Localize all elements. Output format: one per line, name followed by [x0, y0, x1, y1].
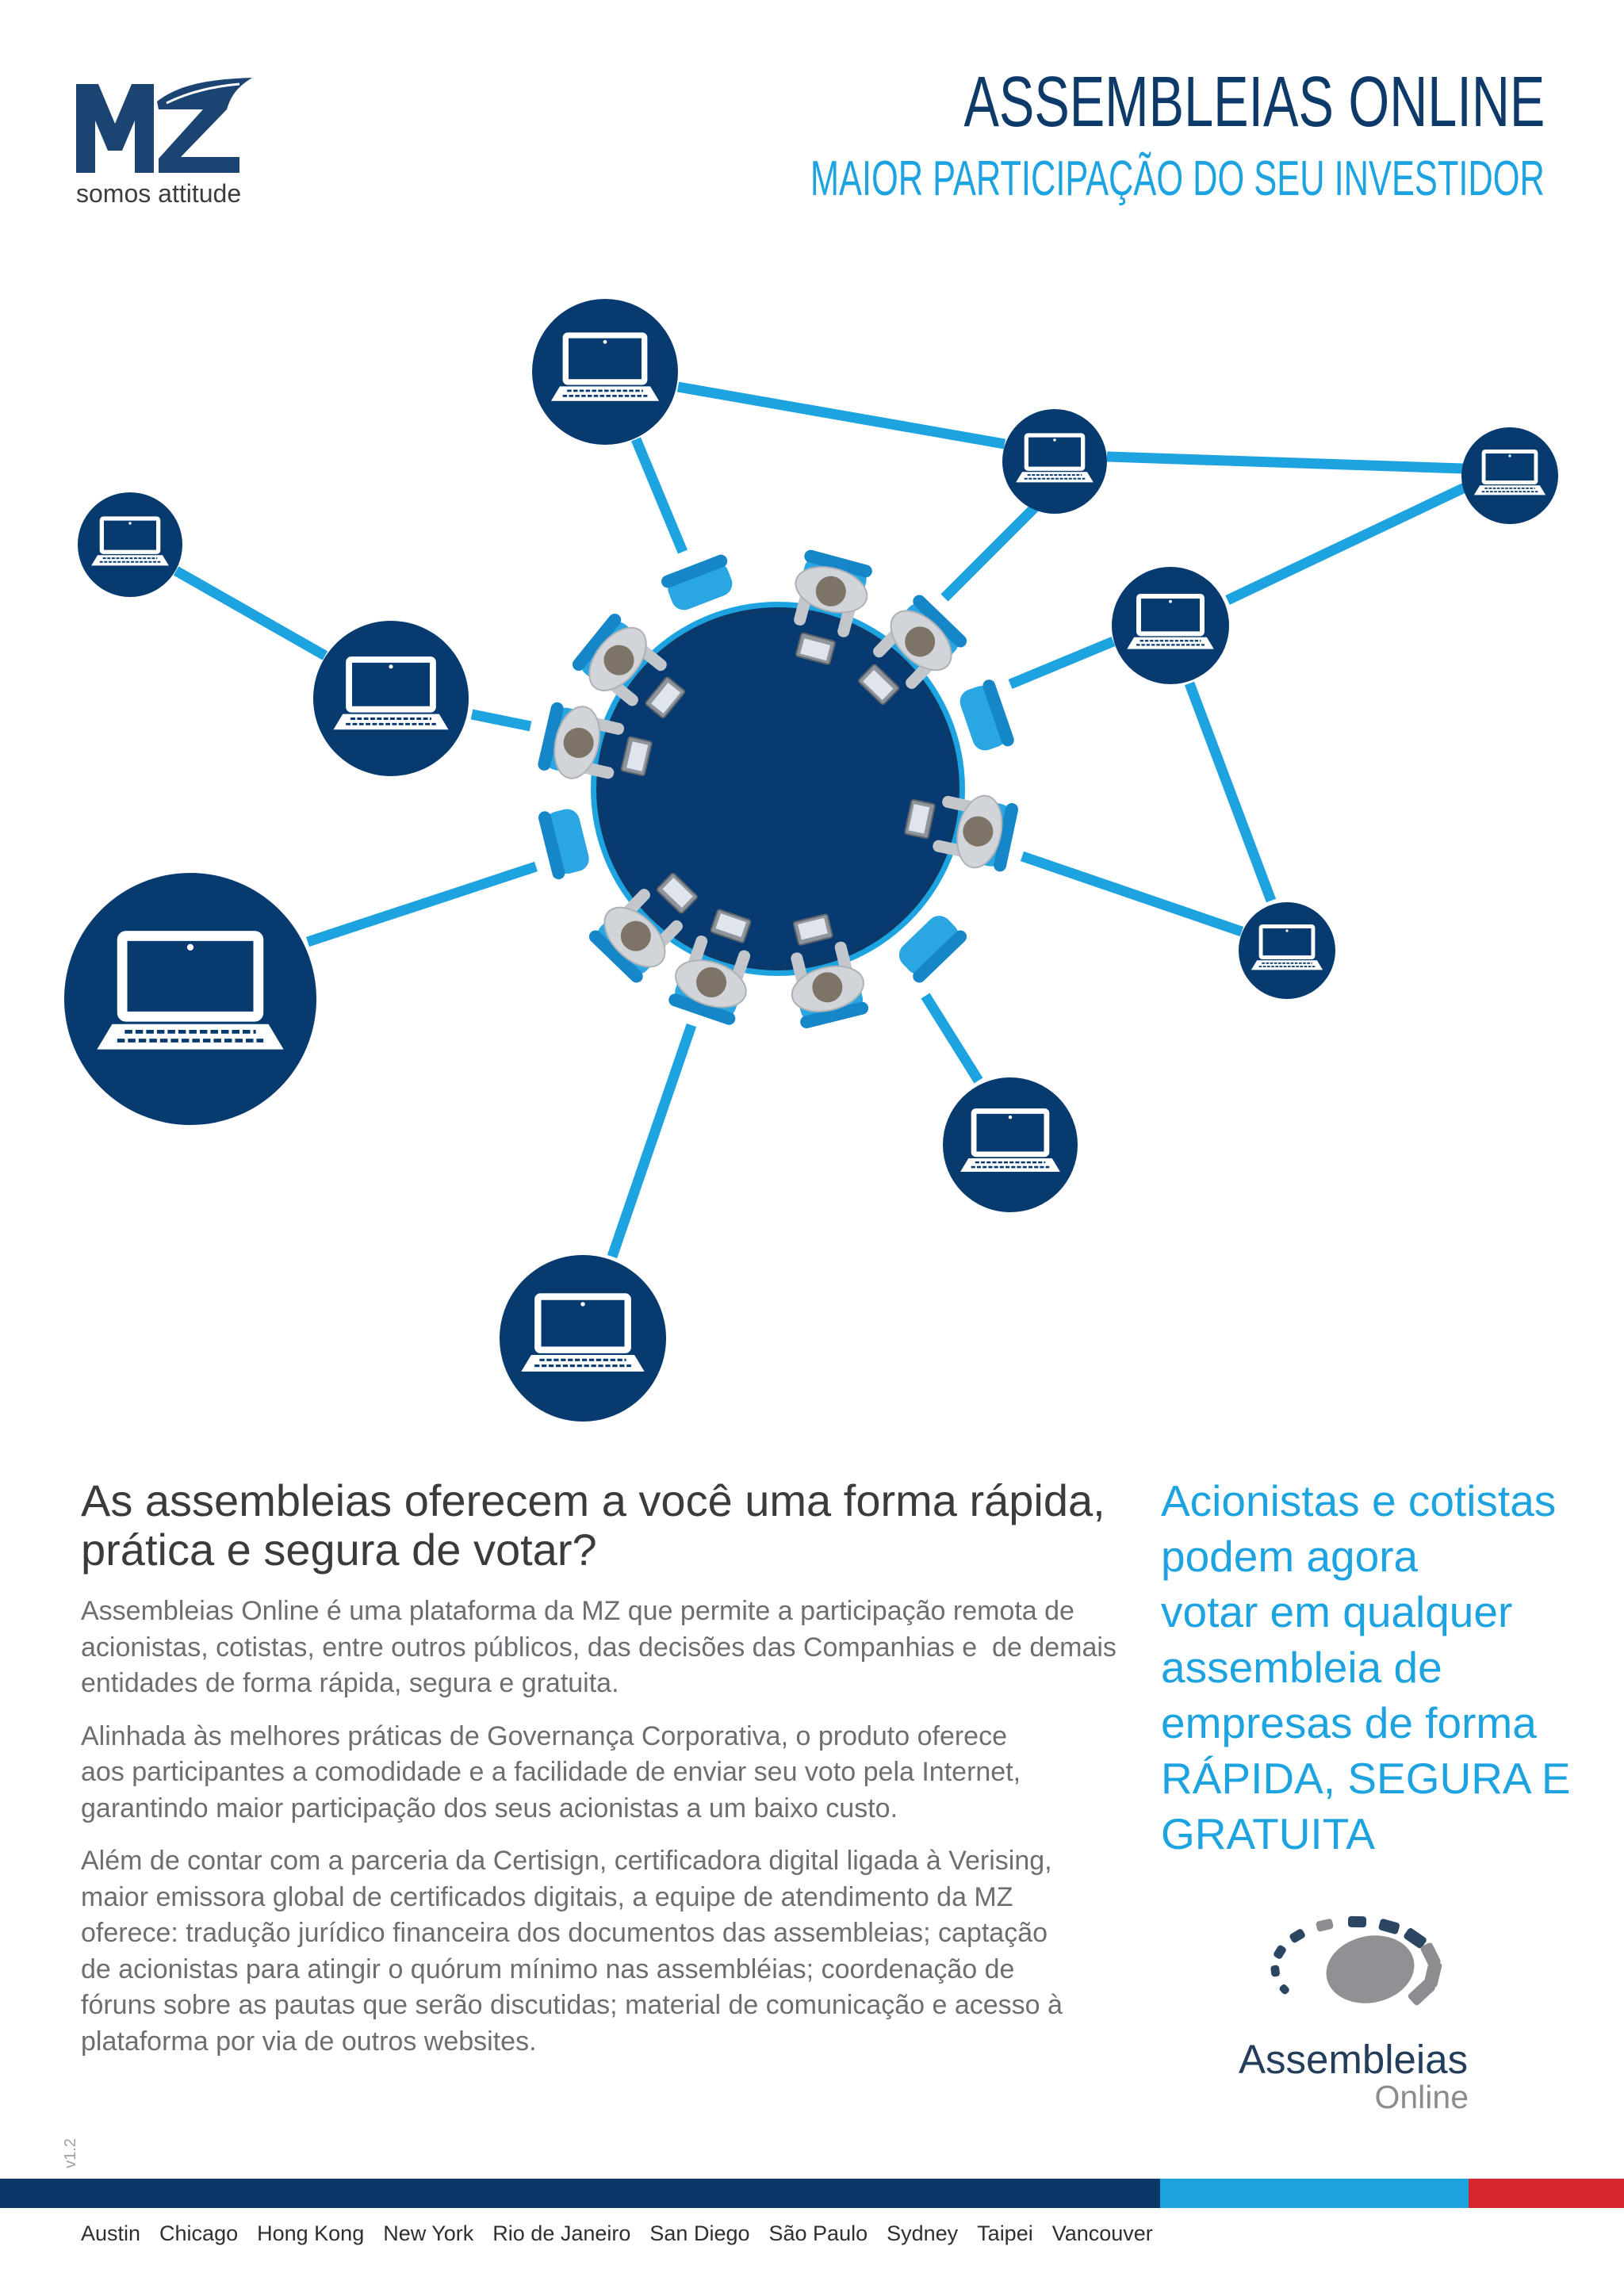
paragraph-line: maior emissora global de certificados digitais, a equipe de atendimento da MZ: [81, 1881, 1013, 1912]
laptop-base: [1016, 472, 1094, 482]
chair: [660, 553, 739, 614]
node-circle: [532, 299, 678, 445]
paragraph-line: fóruns sobre as pautas que serão discutidas; material de comunicação e acesso à: [81, 1990, 1063, 2020]
laptop-node: [500, 1255, 666, 1422]
version-label: v1.2: [61, 2138, 79, 2168]
paragraph-line: aos participantes a comodidade e a facilidade de enviar seu voto pela Internet,: [81, 1757, 1021, 1787]
callout-line: Acionistas e cotistas: [1161, 1476, 1557, 1525]
city-name: Sydney: [887, 2221, 959, 2245]
laptop-camera: [1169, 600, 1172, 603]
heading-line: prática e segura de votar?: [81, 1525, 597, 1575]
paragraph-line: entidades de forma rápida, segura e gratuita.: [81, 1668, 619, 1698]
callout-line: GRATUITA: [1161, 1809, 1375, 1858]
node-circle: [78, 492, 182, 597]
node-circle: [64, 873, 316, 1125]
article-body: [81, 1594, 1116, 2076]
laptop-node: [1461, 427, 1558, 524]
office-cities-list: [81, 2222, 1153, 2244]
connection-line: [944, 507, 1036, 598]
node-circle: [943, 1077, 1078, 1212]
city-name: São Paulo: [768, 2221, 868, 2245]
laptop-base: [91, 555, 169, 565]
callout-line: podem agora: [1161, 1532, 1419, 1581]
article-heading: [81, 1476, 1105, 1575]
connection-line: [1022, 856, 1242, 932]
city-name: New York: [383, 2221, 474, 2245]
laptop-camera: [1009, 1115, 1012, 1119]
footer-bar-navy: [0, 2179, 1160, 2208]
laptop-base: [1474, 485, 1545, 495]
laptop-camera: [128, 522, 131, 524]
laptop-camera: [187, 944, 193, 951]
logo-dash: [1278, 1983, 1290, 1996]
callout-line: votar em qualquer: [1161, 1587, 1513, 1636]
callout-text: [1161, 1473, 1571, 1862]
connection-line: [308, 867, 536, 942]
logo-center-blob: [1320, 1927, 1420, 2011]
callout-line: assembleia de: [1161, 1643, 1442, 1692]
node-circle: [313, 621, 469, 776]
node-circle: [500, 1255, 666, 1422]
laptop-base: [521, 1355, 644, 1372]
paragraph-line: de acionistas para atingir o quórum mínimo nas assembléias; coordenação de: [81, 1954, 1015, 1984]
laptop-node: [1002, 409, 1107, 514]
logo-dash: [1270, 1965, 1280, 1976]
node-circle: [1002, 409, 1107, 514]
heading-line: As assembleias oferecem a você uma forma rápida,: [81, 1475, 1105, 1525]
connection-line: [1228, 488, 1465, 600]
product-logo-suffix: Online: [1374, 2079, 1469, 2115]
connection-line: [636, 439, 683, 552]
connection-line: [925, 996, 979, 1081]
laptop-node: [943, 1077, 1078, 1212]
logo-dash: [1289, 1928, 1306, 1944]
laptop-camera: [1053, 438, 1055, 441]
product-logo-name: Assembleias: [1239, 2037, 1469, 2082]
body-paragraph: [81, 1843, 1116, 2060]
laptop-node: [64, 873, 316, 1125]
paragraph-line: Alinhada às melhores práticas de Governança Corporativa, o produto oferece: [81, 1720, 1008, 1751]
node-circle: [1461, 427, 1558, 524]
callout-line: RÁPIDA, SEGURA E: [1161, 1754, 1571, 1803]
connection-line: [612, 1025, 691, 1257]
laptop-node: [1239, 902, 1335, 999]
footer-bar-red: [1469, 2179, 1624, 2208]
paragraph-line: Assembleias Online é uma plataforma da MZ que permite a participação remota de: [81, 1596, 1074, 1626]
logo-dash: [1378, 1918, 1400, 1934]
laptop-base: [1251, 960, 1323, 970]
city-name: San Diego: [649, 2221, 750, 2245]
city-name: Chicago: [159, 2221, 239, 2245]
laptop-base: [551, 386, 659, 400]
laptop-node: [78, 492, 182, 597]
connection-line: [1189, 683, 1271, 901]
laptop-node: [532, 299, 678, 445]
laptop-camera: [1508, 454, 1511, 457]
laptop-camera: [580, 1302, 584, 1306]
laptop-node: [313, 621, 469, 776]
meeting-table-icon: [537, 549, 1020, 1030]
laptop-camera: [389, 664, 393, 668]
callout-line: empresas de forma: [1161, 1698, 1537, 1747]
paragraph-line: oferece: tradução jurídico financeira dos documentos das assembleias; captação: [81, 1918, 1048, 1948]
node-circle: [1239, 902, 1335, 999]
logo-dash: [1348, 1916, 1366, 1927]
city-name: Taipei: [977, 2221, 1033, 2245]
body-paragraph: [81, 1719, 1116, 1827]
body-paragraph: [81, 1594, 1116, 1702]
laptop-camera: [603, 340, 607, 344]
paragraph-line: Além de contar com a parceria da Certisign, certificadora digital ligada à Verising,: [81, 1846, 1052, 1876]
brand-tagline: somos attitude: [76, 179, 242, 208]
node-circle: [1112, 567, 1229, 684]
connection-line: [1010, 641, 1113, 684]
connection-line: [176, 571, 325, 656]
city-name: Hong Kong: [257, 2221, 365, 2245]
paragraph-line: plataforma por via de outros websites.: [81, 2026, 537, 2057]
connection-line: [472, 714, 530, 726]
chair: [537, 803, 592, 880]
assembleias-logo-icon: [1253, 1903, 1459, 2038]
laptop-base: [1127, 637, 1214, 649]
chair: [956, 678, 1016, 756]
laptop-base: [333, 714, 448, 730]
connection-line: [1107, 457, 1463, 469]
paragraph-line: acionistas, cotistas, entre outros públicos, das decisões das Companhias e de demais: [81, 1632, 1116, 1663]
page-title: ASSEMBLEIAS ONLINE: [963, 63, 1545, 142]
logo-dash: [1273, 1944, 1288, 1960]
city-name: Austin: [81, 2221, 141, 2245]
city-name: Rio de Janeiro: [492, 2221, 631, 2245]
footer-bar-blue: [1160, 2179, 1469, 2208]
connection-line: [678, 387, 1005, 444]
logo-dash: [1316, 1918, 1334, 1932]
paragraph-line: garantindo maior participação dos seus acionistas a um baixo custo.: [81, 1793, 898, 1823]
city-name: Vancouver: [1051, 2221, 1153, 2245]
laptop-node: [1112, 567, 1229, 684]
laptop-camera: [1285, 929, 1288, 932]
laptop-base: [97, 1024, 283, 1050]
page-subtitle: MAIOR PARTICIPAÇÃO DO SEU INVESTIDOR: [810, 151, 1545, 206]
laptop-base: [960, 1158, 1060, 1172]
